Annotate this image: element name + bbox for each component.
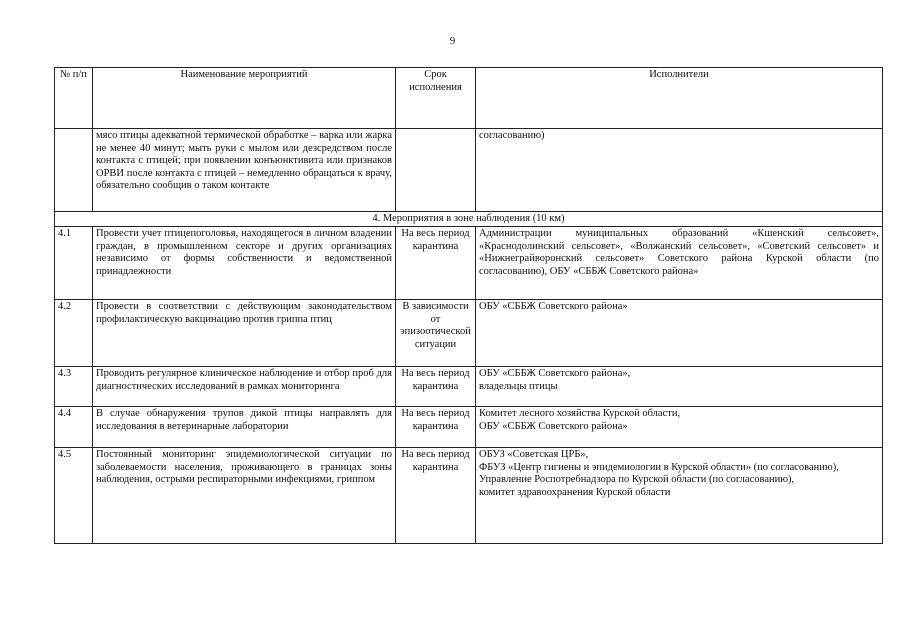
cell-number: 4.5 xyxy=(55,448,93,544)
cell-number: 4.4 xyxy=(55,407,93,448)
executor-line: ОБУ «СББЖ Советского района», xyxy=(479,368,631,379)
cell-number xyxy=(55,129,93,212)
cell-term: На весь период карантина xyxy=(396,448,476,544)
cell-term xyxy=(396,129,476,212)
executor-line: Комитет лесного хозяйства Курской области, xyxy=(479,408,681,419)
cell-measure-name: Провести в соответствии с действующим законодательством профилактическую вакцинацию против гриппа птиц xyxy=(93,300,396,367)
cell-term: На весь период карантина xyxy=(396,407,476,448)
header-term: Срок исполнения xyxy=(396,68,476,129)
section-title: 4. Мероприятия в зоне наблюдения (10 км) xyxy=(55,212,883,227)
cell-number: 4.2 xyxy=(55,300,93,367)
executor-line: ФБУЗ «Центр гигиены и эпидемиологии в Курской области» (по согласованию), xyxy=(479,461,839,473)
executor-line: ОБУ «СББЖ Советского района» xyxy=(479,420,628,432)
table-row xyxy=(55,300,883,367)
cell-executors xyxy=(476,407,883,448)
page-number: 9 xyxy=(449,35,456,47)
section-row xyxy=(55,212,883,227)
header-executors: Исполнители xyxy=(476,68,883,129)
cell-measure-name: Проводить регулярное клиническое наблюдение и отбор проб для диагностических исследований в рамках мониторинга xyxy=(93,367,396,407)
cell-executors xyxy=(476,300,883,367)
header-number: № п/п xyxy=(55,68,93,129)
executor-line: комитет здравоохранения Курской области xyxy=(479,486,671,498)
table-row-continuation xyxy=(55,129,883,212)
cell-number: 4.1 xyxy=(55,227,93,300)
measures-table xyxy=(54,67,883,544)
cell-term: На весь период карантина xyxy=(396,367,476,407)
table-row xyxy=(55,448,883,544)
cell-executors xyxy=(476,129,883,212)
table-row xyxy=(55,227,883,300)
cell-number: 4.3 xyxy=(55,367,93,407)
cell-executors xyxy=(476,367,883,407)
cell-term: На весь период карантина xyxy=(396,227,476,300)
cell-measure-name: В случае обнаружения трупов дикой птицы направлять для исследования в ветеринарные лаборатории xyxy=(93,407,396,448)
cell-executors xyxy=(476,227,883,300)
executor-line: Управление Роспотребнадзора по Курской области (по согласованию), xyxy=(479,474,795,486)
cell-measure-name: мясо птицы адекватной термической обработке – варка или жарка не менее 40 минут; мыть руки с мылом или дезсредством после контакта с птицей; при появлении конъюнктивита или признаков ОРВИ после контакта с птицей – немедленно обращаться к врачу, обязательно сообщив о таком контакте xyxy=(93,129,396,212)
cell-executors xyxy=(476,448,883,544)
cell-term: В зависимости от эпизоотической ситуации xyxy=(396,300,476,367)
executor-line: согласованию) xyxy=(479,130,545,141)
header-measure-name: Наименование мероприятий xyxy=(93,68,396,129)
table-row xyxy=(55,367,883,407)
executor-line: владельцы птицы xyxy=(479,380,558,392)
executor-line: ОБУЗ «Советская ЦРБ», xyxy=(479,449,589,460)
cell-measure-name: Постоянный мониторинг эпидемиологической ситуации по заболеваемости населения, проживающего в границах зоны наблюдения, острыми респираторными инфекциями, гриппом xyxy=(93,448,396,544)
table-header-row xyxy=(55,68,883,129)
cell-measure-name: Провести учет птицепоголовья, находящегося в личном владении граждан, в промышленном секторе и других организациях независимо от формы собственности и ведомственной принадлежности xyxy=(93,227,396,300)
table-row xyxy=(55,407,883,448)
executor-line: Администрации муниципальных образований «Кшенский сельсовет», «Краснодолинский сельсовет», «Волжанский сельсовет», «Советский сельсовет» и «Нижнеграйворонский сельсовет» Советского района Курской области (по согласованию), ОБУ «СББЖ Советского района» xyxy=(479,228,879,277)
executor-line: ОБУ «СББЖ Советского района» xyxy=(479,301,628,312)
